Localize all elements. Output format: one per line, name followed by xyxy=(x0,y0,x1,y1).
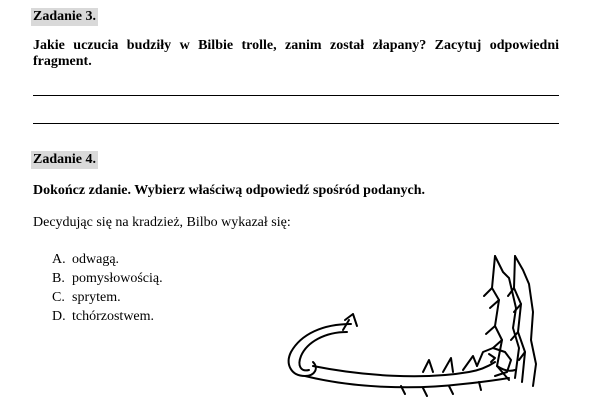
task-3-heading: Zadanie 3. xyxy=(33,9,97,24)
answer-line-2 xyxy=(33,123,559,124)
option-letter: D. xyxy=(52,309,66,324)
dragon-illustration xyxy=(283,248,553,398)
task-4-instruction: Dokończ zdanie. Wybierz właściwą odpowiedź spośród podanych. xyxy=(33,183,426,198)
answer-line-1 xyxy=(33,95,559,96)
option-text: sprytem. xyxy=(72,290,121,305)
option-letter: B. xyxy=(52,271,65,286)
answer-options xyxy=(52,250,163,326)
option-c[interactable] xyxy=(52,288,163,307)
task-3-question-line-1: Jakie uczucia budziły w Bilbie trolle, zanim został złapany? Zacytuj odpowiedni xyxy=(33,38,559,53)
option-b[interactable] xyxy=(52,269,163,288)
option-letter: C. xyxy=(52,290,65,305)
option-text: odwagą. xyxy=(72,252,120,267)
option-d[interactable] xyxy=(52,307,163,326)
task-3-question-line-2: fragment. xyxy=(33,54,92,69)
option-text: pomysłowością. xyxy=(72,271,163,286)
option-letter: A. xyxy=(52,252,66,267)
option-text: tchórzostwem. xyxy=(72,309,155,324)
task-4-sentence: Decydując się na kradzież, Bilbo wykazał się: xyxy=(33,215,291,230)
option-a[interactable] xyxy=(52,250,163,269)
task-4-heading: Zadanie 4. xyxy=(33,152,97,167)
